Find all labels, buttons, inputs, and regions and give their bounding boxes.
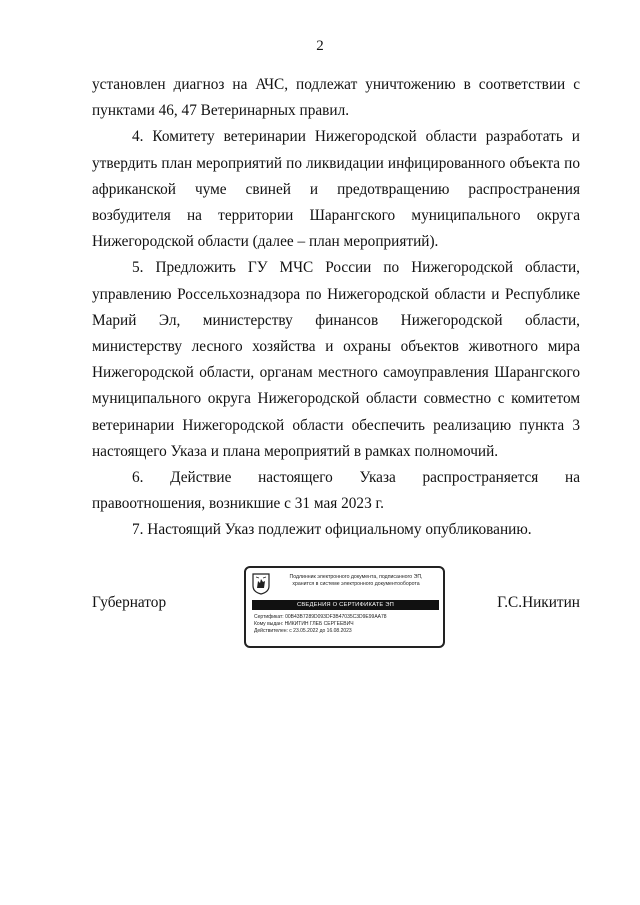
stamp-owner: Кому выдан: НИКИТИН ГЛЕБ СЕРГЕЕВИЧ [254, 620, 354, 627]
stamp-details [254, 614, 387, 634]
stamp-header-line: хранится в системе электронного документооборота [292, 580, 420, 587]
stamp-header [272, 574, 440, 587]
signatory-position: Губернатор [92, 594, 167, 611]
coat-of-arms-icon [252, 573, 270, 595]
paragraph-continuation: установлен диагноз на АЧС, подлежат уничтожению в соответствии с пунктами 46, 47 Ветеринарных правил. [92, 76, 580, 120]
paragraph-item-6: 6. Действие настоящего Указа распространяется на правоотношения, возникшие с 31 мая 2023 г. [92, 469, 580, 513]
stamp-header-line: Подлинник электронного документа, подписанного ЭП, [289, 574, 423, 580]
document-body [92, 72, 580, 544]
paragraph-item-5: 5. Предложить ГУ МЧС России по Нижегородской области, управлению Россельхознадзора по Нижегородской области и Республике Марий Эл, министерству финансов Нижегородской области, министерству лесного хозяйства и охраны объектов животного мира Нижегородской области, органам местного самоуправления Шарангского муниципального округа Нижегородской области совместно с комитетом ветеринарии Нижегородской области обеспечить реализацию пункта 3 настоящего Указа и плана мероприятий в рамках полномочий. [92, 259, 580, 460]
stamp-certificate: Сертификат: 00B43B7289D093DF3B47035C3D9E99AA78 [254, 614, 387, 620]
electronic-signature-stamp [244, 566, 445, 648]
stamp-title-bar: СВЕДЕНИЯ О СЕРТИФИКАТЕ ЭП [252, 600, 439, 610]
paragraph-item-7: 7. Настоящий Указ подлежит официальному опубликованию. [132, 521, 532, 539]
stamp-validity: Действителен: с 23.05.2022 до 16.08.2023 [254, 627, 352, 634]
signatory-name: Г.С.Никитин [497, 594, 580, 611]
paragraph-item-4: 4. Комитету ветеринарии Нижегородской области разработать и утвердить план мероприятий по ликвидации инфицированного объекта по африканской чуме свиней и предотвращению распространения возбудителя на территории Шарангского муниципального округа Нижегородской области (далее – план мероприятий). [92, 128, 580, 251]
page-number: 2 [316, 38, 324, 54]
